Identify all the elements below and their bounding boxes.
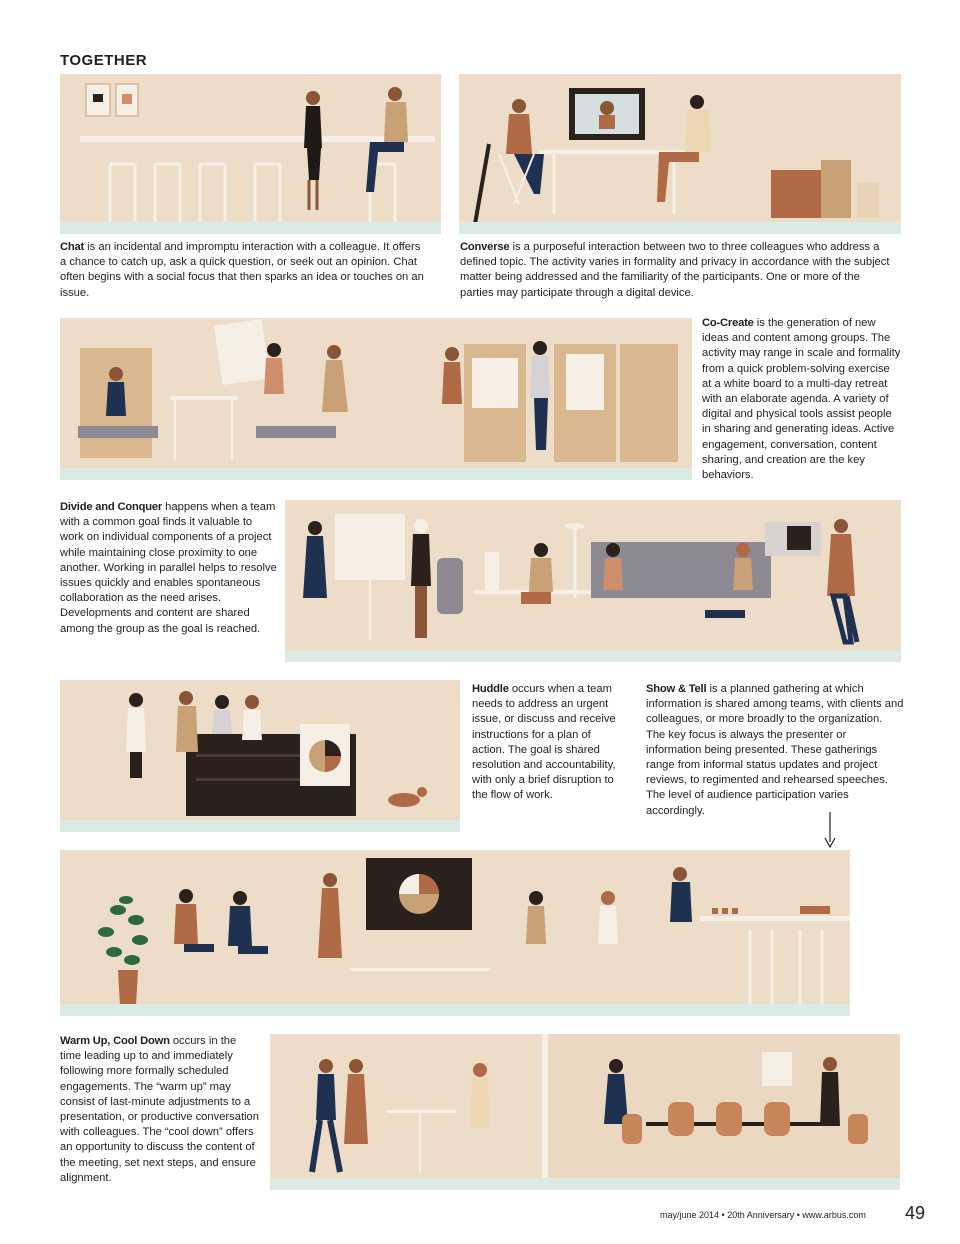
- converse-illustration: [459, 74, 901, 234]
- huddle-body: occurs when a team needs to address an urgent issue, or discuss and receive instructions for a plan of action. The goal is shared resolution and accountability, with only a brief disruption to the flow of work.: [472, 683, 616, 802]
- cocreate-body: is the generation of new ideas and content among groups. The activity may range in scale and formality from a quick problem-solving exercise at a white board to a multi-day retreat with an elaborate agenda. A variety of digital and physical tools assist people in sharing and generating ideas. Active engagement, conversation, content sharing, and creation are the key behaviors.: [702, 317, 901, 482]
- divide-term: Divide and Conquer: [60, 501, 163, 513]
- converse-body: is a purposeful interaction between two to three colleagues who address a defined topic. The activity varies in formality and privacy in accordance with the subject matter being addressed and the familiarity of the participants. One or more of the parties may participate through a digital device.: [460, 241, 890, 299]
- showtell-illustration: [60, 850, 850, 1016]
- arrow-down-icon: [824, 812, 836, 848]
- cocreate-description: [702, 316, 902, 483]
- cocreate-term: Co-Create: [702, 317, 754, 329]
- converse-description: [460, 240, 890, 301]
- showtell-term: Show & Tell: [646, 683, 707, 695]
- warmup-description: [60, 1034, 260, 1186]
- huddle-description: [472, 682, 618, 804]
- huddle-illustration: [60, 680, 460, 832]
- warmup-term: Warm Up, Cool Down: [60, 1035, 170, 1047]
- showtell-description: [646, 682, 904, 819]
- warmup-body: occurs in the time leading up to and immediately following more formally scheduled engagements. The “warm up” may consist of last-minute adjustments to a presentation, or productive conversation with colleagues. The “cool down” offers an opportunity to discuss the content of the meeting, set next steps, and ensure alignment.: [60, 1035, 260, 1184]
- section-title: TOGETHER: [60, 52, 148, 69]
- divide-description: [60, 500, 278, 637]
- page-number: 49: [905, 1203, 926, 1223]
- chat-description: [60, 240, 425, 301]
- divide-illustration: [285, 500, 901, 662]
- warmup-illustration: [270, 1034, 900, 1190]
- showtell-body: is a planned gathering at which information is shared among teams, with clients and colleagues, or more broadly to the organization. The key focus is always the presenter or information being presented. These gatherings range from informal status updates and project reviews, to regimented and rehearsed speeches. The level of audience participation varies accordingly.: [646, 683, 904, 817]
- divide-body: happens when a team with a common goal finds it valuable to work on individual components of a project while maintaining close proximity to one another. Working in parallel helps to resolve issues quickly and enables spontaneous collaboration as the need arises. Developments and content are shared among the group as the goal is reached.: [60, 501, 277, 635]
- chat-body: is an incidental and impromptu interaction with a colleague. It offers a chance to catch up, ask a quick question, or seek out an opinion. Chat often begins with a social focus that then sparks an idea or touches on an issue.: [60, 241, 424, 299]
- huddle-term: Huddle: [472, 683, 509, 695]
- cocreate-illustration: [60, 318, 692, 480]
- converse-term: Converse: [460, 241, 510, 253]
- chat-term: Chat: [60, 241, 85, 253]
- footer-credit: may/june 2014 • 20th Anniversary • www.arbus.com: [660, 1210, 866, 1220]
- chat-illustration: [60, 74, 441, 234]
